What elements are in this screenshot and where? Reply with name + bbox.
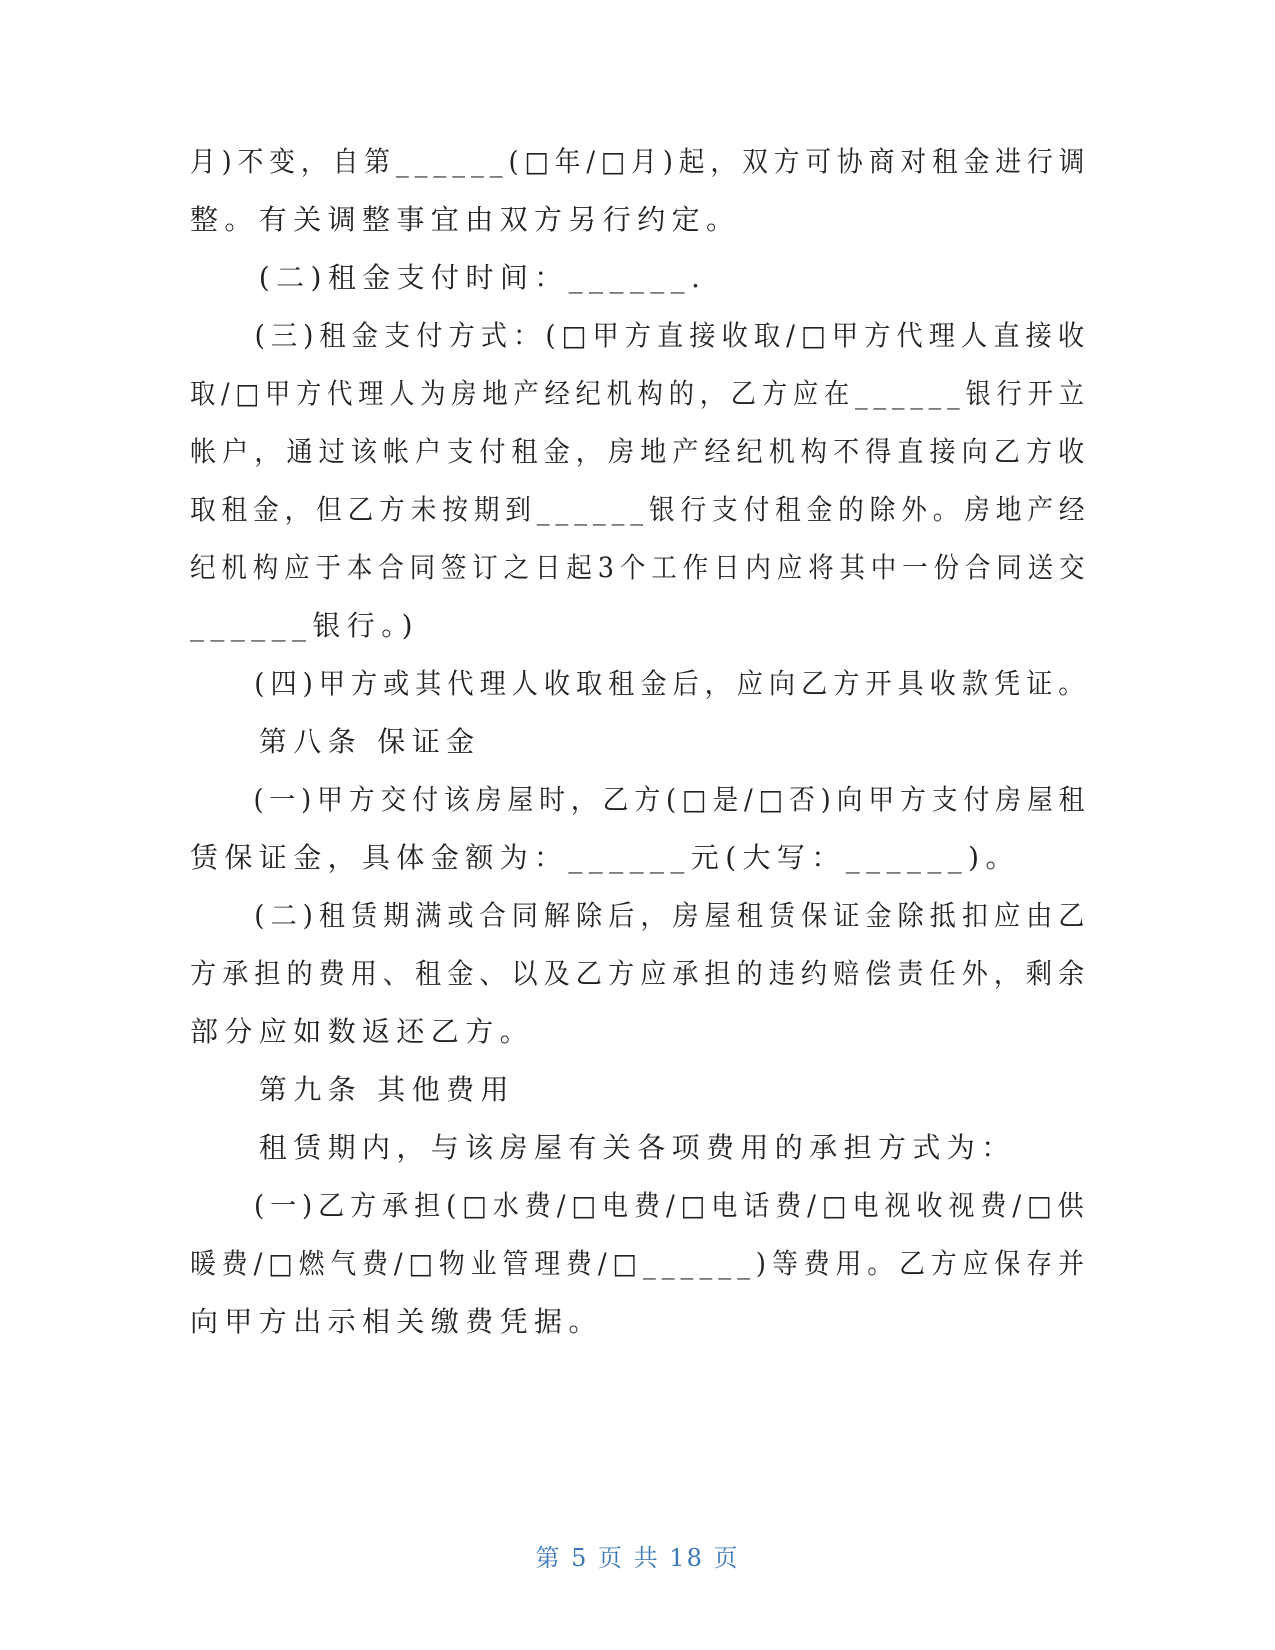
text-line: 暖费/□燃气费/□物业管理费/□______)等费用。乙方应保存并 [190, 1247, 1090, 1280]
text-line: 租赁期内，与该房屋有关各项费用的承担方式为： [190, 1131, 1016, 1164]
text-line: (二)租金支付时间：______. [190, 261, 707, 294]
text-line: 取租金，但乙方未按期到______银行支付租金的除外。房地产经 [190, 493, 1091, 526]
text-line: 方承担的费用、租金、以及乙方应承担的违约赔偿责任外，剩余 [190, 957, 1091, 990]
text-line: 取/□甲方代理人为房地产经纪机构的，乙方应在______银行开立 [190, 377, 1090, 410]
text-line: 向甲方出示相关缴费凭据。 [190, 1305, 603, 1338]
text-line: 赁保证金，具体金额为：______元(大写：______)。 [190, 841, 1020, 874]
section-heading-article-9: 第九条 其他费用 [190, 1073, 515, 1106]
text-line: (二)租赁期满或合同解除后，房屋租赁保证金除抵扣应由乙 [190, 899, 1091, 932]
text-line: (一)乙方承担(□水费/□电费/□电话费/□电视收视费/□供 [190, 1189, 1090, 1222]
text-line: 部分应如数返还乙方。 [190, 1015, 535, 1048]
text-line: 整。有关调整事宜由双方另行约定。 [190, 203, 741, 236]
section-heading-article-8: 第八条 保证金 [190, 725, 481, 758]
page-number-footer: 第 5 页 共 18 页 [535, 1544, 740, 1572]
text-line: 月)不变，自第______(□年/□月)起，双方可协商对租金进行调 [190, 145, 1091, 178]
text-line: (一)甲方交付该房屋时，乙方(□是/□否)向甲方支付房屋租 [190, 783, 1091, 816]
text-line: 纪机构应于本合同签订之日起3个工作日内应将其中一份合同送交 [190, 551, 1091, 584]
text-line: ______银行。) [190, 609, 419, 642]
text-line: (三)租金支付方式：(□甲方直接收取/□甲方代理人直接收 [190, 319, 1091, 352]
text-line: 帐户，通过该帐户支付租金，房地产经纪机构不得直接向乙方收 [190, 435, 1091, 468]
text-line: (四)甲方或其代理人收取租金后，应向乙方开具收款凭证。 [190, 667, 1091, 700]
